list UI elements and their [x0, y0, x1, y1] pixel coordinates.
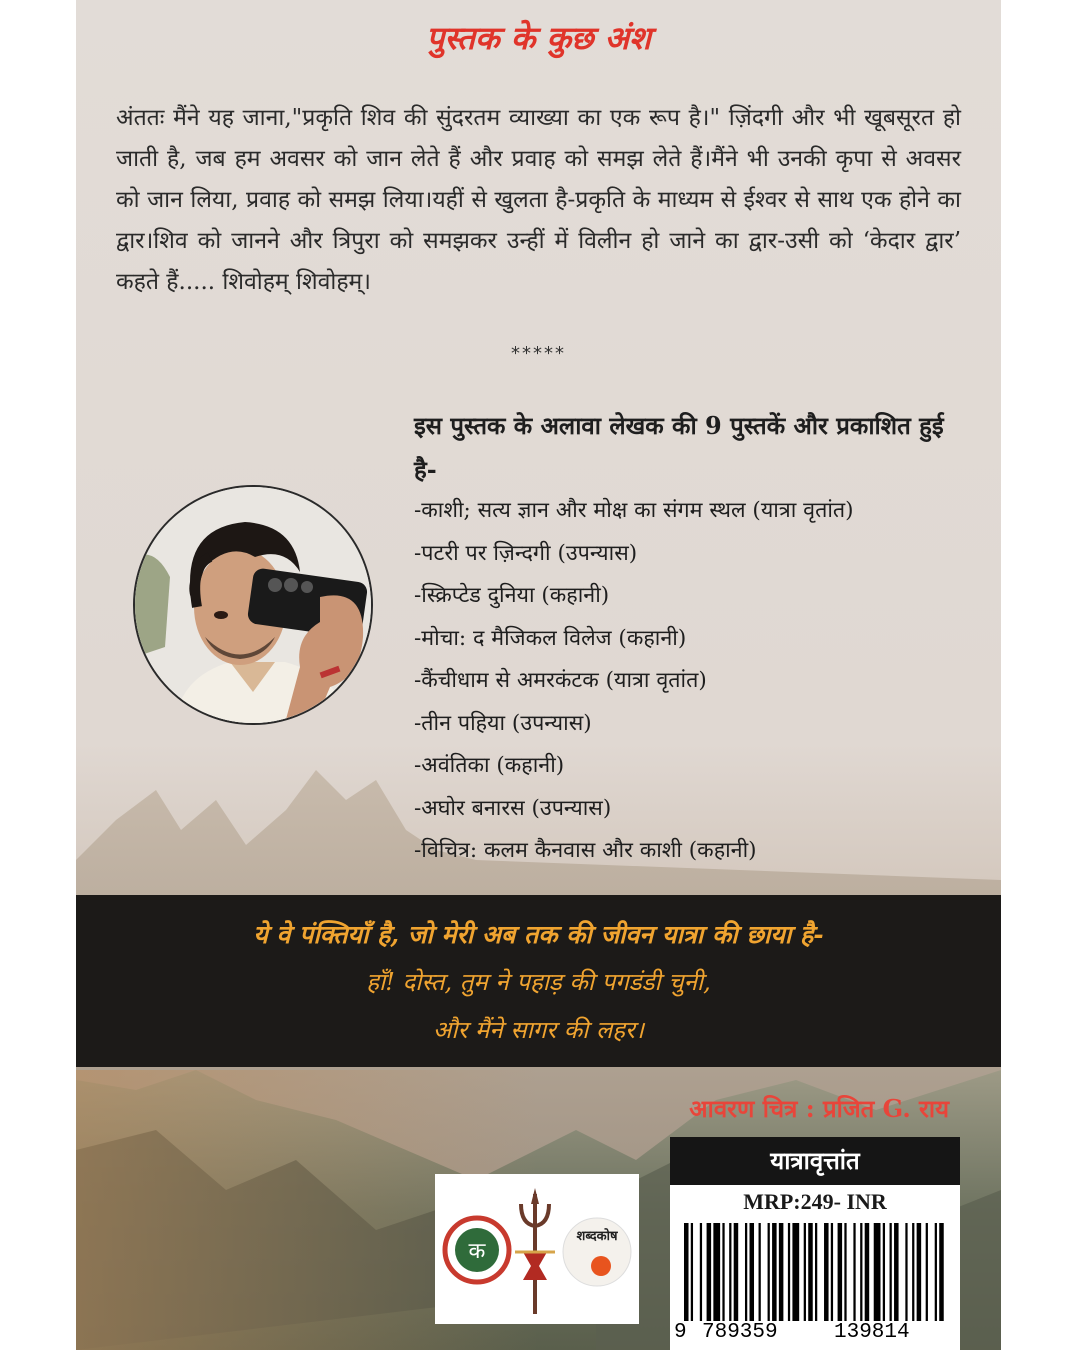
book-item: -तीन पहिया (उपन्यास): [414, 710, 592, 736]
barcode-bar: [874, 1223, 881, 1321]
barcode-bar: [734, 1223, 739, 1321]
barcode-bar: [926, 1223, 928, 1321]
barcode-bar: [890, 1223, 892, 1321]
barcode-bar: [707, 1223, 712, 1321]
quote-band: [76, 895, 1001, 1067]
book-item: -कैंचीधाम से अमरकंटक (यात्रा वृतांत): [414, 668, 707, 693]
barcode-bar: [684, 1223, 689, 1321]
barcode-bar: [759, 1223, 761, 1321]
barcode-bar: [779, 1223, 784, 1321]
other-books-list: [414, 490, 994, 873]
barcode-bar: [844, 1223, 846, 1321]
book-item: -पटरी पर ज़िन्दगी (उपन्यास): [414, 540, 638, 566]
barcode-bar: [722, 1223, 724, 1321]
publisher-logos: [435, 1174, 639, 1324]
quote-line-2: हाँ! दोस्त, तुम ने पहाड़ की पगडंडी चुनी,: [366, 968, 711, 996]
author-photo: [133, 485, 373, 725]
quote-line-3: और मैंने सागर की लहर।: [433, 1016, 644, 1044]
book-item: -विचित्र: कलम कैनवास और काशी (कहानी): [414, 838, 757, 863]
isbn-digits-left: 789359: [702, 1321, 778, 1344]
barcode-bar: [700, 1223, 702, 1321]
price-barcode-block: [670, 1137, 960, 1350]
barcode-bar: [838, 1223, 843, 1321]
book-item: -अघोर बनारस (उपन्यास): [414, 795, 612, 821]
book-back-cover: [76, 0, 1001, 1350]
barcode-bar: [853, 1223, 855, 1321]
isbn-first-digit: 9: [674, 1321, 687, 1344]
barcode-bar: [883, 1223, 885, 1321]
excerpt-heading: पुस्तक के कुछ अंश: [426, 19, 651, 57]
isbn-digits-right: 139814: [834, 1321, 910, 1344]
barcode-bar: [713, 1223, 720, 1321]
book-item: -मोचा: द मैजिकल विलेज (कहानी): [414, 625, 687, 651]
barcode-bar: [792, 1223, 799, 1321]
excerpt-paragraph: अंततः मैंने यह जाना,"प्रकृति शिव की सुंदरतम व्याख्या का एक रूप है।" ज़िंदगी और भी खूबसूरत हो जाती है, जब हम अवसर को जान लेते हैं और प्रवाह को समझ लेते हैं।मैंने भी उनकी कृपा से अवसर को जान लिया, प्रवाह को समझ लिया।यहीं से खुलता है-प्रकृति के माध्यम से ईश्वर से साथ एक होने का द्वार।शिव को जानने और त्रिपुरा को समझकर उन्हीं में विलीन हो जाने का द्वार-उसी को ‘केदार द्वार’ कहते हैं..... शिवोहम् शिवोहम्।: [116, 105, 961, 295]
publisher-name: शब्दकोष: [576, 1229, 618, 1244]
book-item: -स्क्रिप्टेड दुनिया (कहानी): [414, 583, 610, 608]
book-item: -काशी; सत्य ज्ञान और मोक्ष का संगम स्थल (यात्रा वृतांत): [414, 498, 854, 523]
trident-icon: [515, 1188, 555, 1314]
barcode-bar: [788, 1223, 790, 1321]
barcode-bar: [745, 1223, 747, 1321]
barcode-bar: [935, 1223, 937, 1321]
quote-line-1: ये वे पंक्तियाँ है, जो मेरी अब तक की जीवन यात्रा की छाया है-: [253, 920, 824, 949]
barcode-bar: [917, 1223, 922, 1321]
barcode-bar: [905, 1223, 907, 1321]
barcode-bar: [912, 1223, 914, 1321]
isbn-barcode: [684, 1223, 946, 1321]
cover-art-credit: आवरण चित्र : प्रजित G. राय: [689, 1094, 949, 1123]
author-portrait-illustration: [135, 487, 371, 723]
svg-text:क: क: [468, 1239, 486, 1264]
barcode-bar: [768, 1223, 770, 1321]
barcode-bar: [939, 1223, 944, 1321]
genre-label: यात्रावृत्तांत: [670, 1137, 960, 1185]
barcode-bar: [824, 1223, 829, 1321]
barcode-bar: [831, 1223, 833, 1321]
barcode-bar: [691, 1223, 693, 1321]
barcode-bar: [729, 1223, 731, 1321]
book-item: -अवंतिका (कहानी): [414, 753, 565, 778]
barcode-bar: [815, 1223, 817, 1321]
mrp-price: MRP:249- INR: [743, 1189, 887, 1214]
barcode-bar: [750, 1223, 755, 1321]
logos-graphic: [435, 1174, 639, 1324]
barcode-bar: [894, 1223, 899, 1321]
other-books-heading: इस पुस्तक के अलावा लेखक की 9 पुस्तकें और प्रकाशित हुई है-: [414, 411, 944, 484]
section-separator: *****: [511, 343, 566, 364]
barcode-bar: [860, 1223, 862, 1321]
barcode-bar: [804, 1223, 806, 1321]
barcode-bar: [865, 1223, 870, 1321]
barcode-bar: [808, 1223, 813, 1321]
barcode-bar: [772, 1223, 777, 1321]
